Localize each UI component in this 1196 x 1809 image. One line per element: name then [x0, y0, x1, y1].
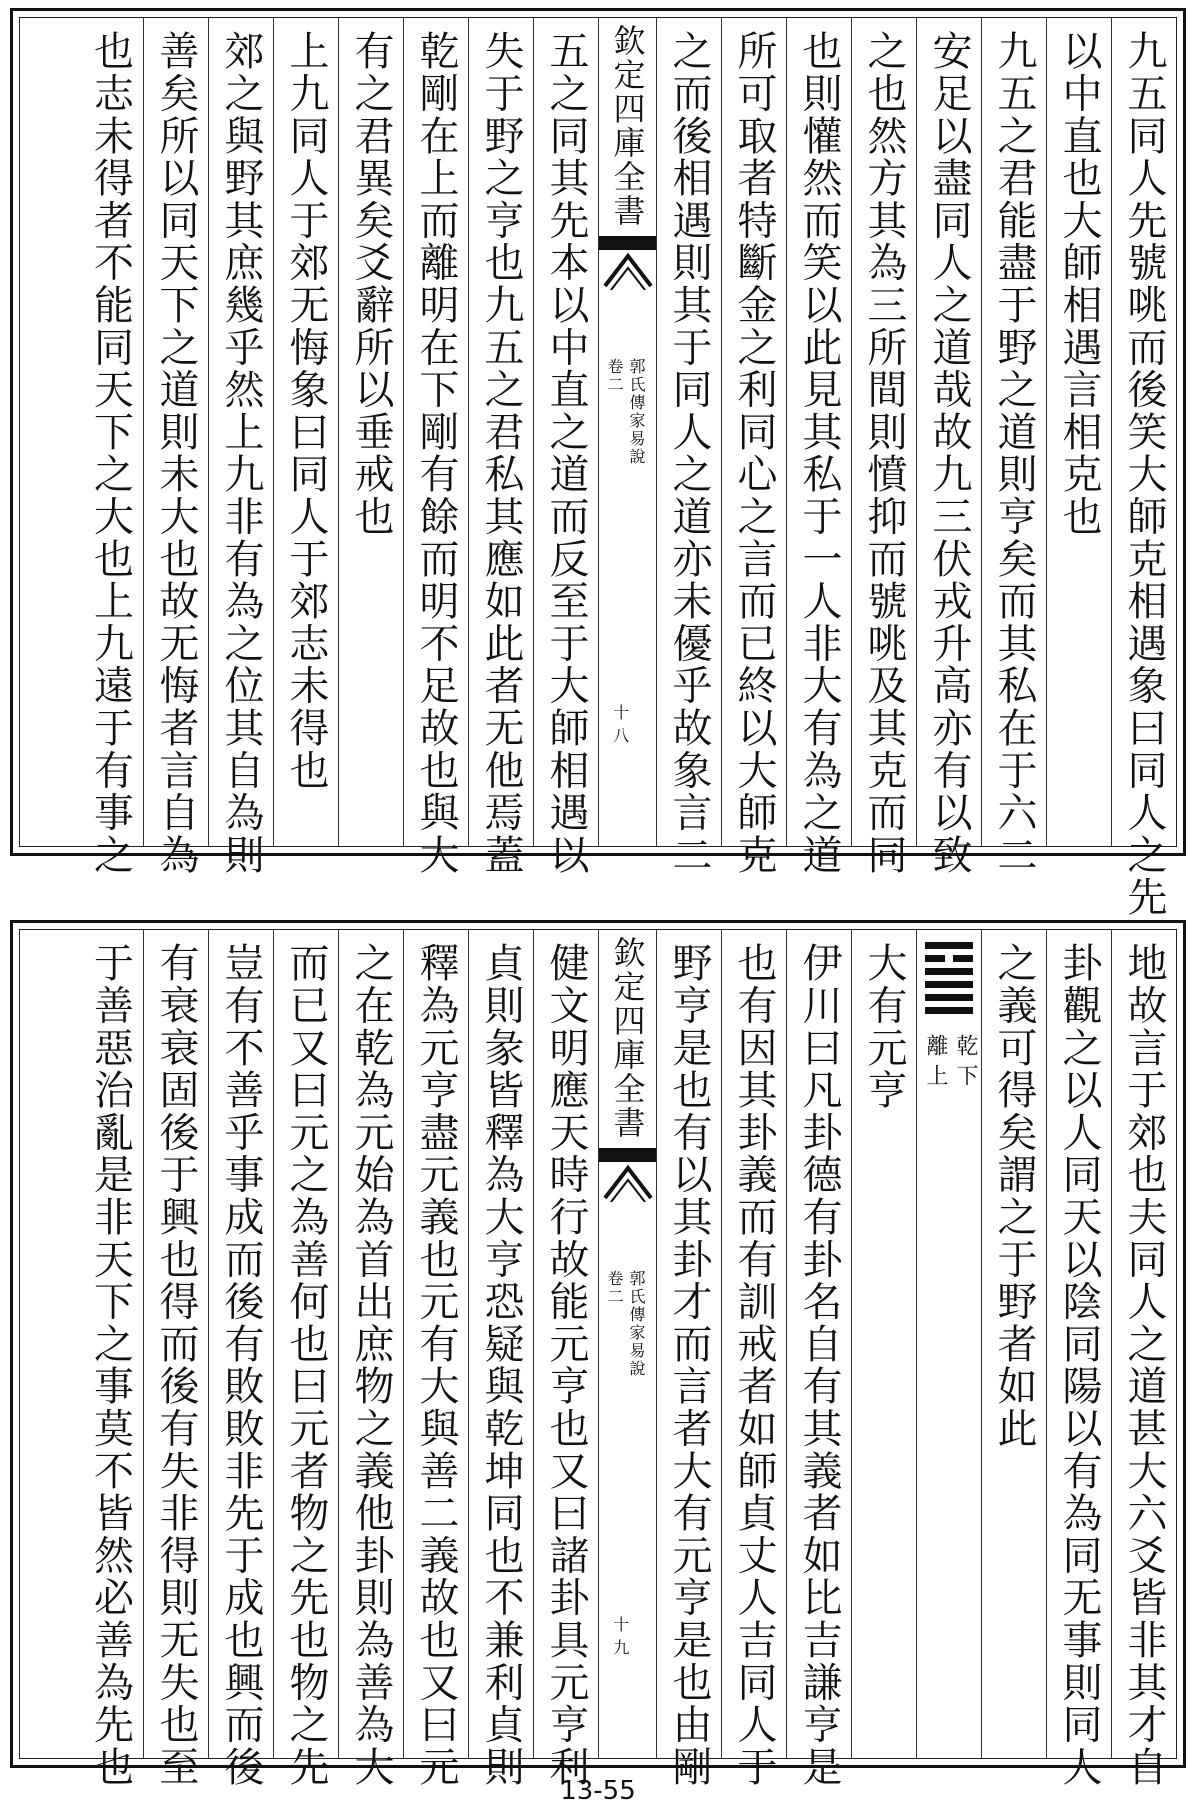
column-text: 伊川曰凡卦德有卦名自有其義者如比吉謙亨是: [796, 942, 842, 1788]
text-column: [338, 930, 403, 1788]
text-column: [1111, 18, 1176, 919]
text-column: [403, 930, 468, 1788]
column-text: 貞則彖皆釋為大亨恐疑與乾坤同也不兼利貞則: [478, 942, 524, 1788]
text-column: [851, 930, 916, 1758]
bottom-leaf: [10, 920, 1186, 1788]
top-leaf: [10, 8, 1186, 919]
column-text: 有之君異矣爻辭所以垂戒也: [348, 30, 394, 538]
trigram-lower-label: 乾下: [953, 1034, 978, 1094]
column-text: 九五之君能盡于野之道則亨矣而其私在于六二: [991, 30, 1037, 876]
text-column: [786, 18, 851, 876]
hexagram-icon: [925, 942, 973, 1020]
text-column: [273, 18, 338, 846]
page-number: 13-55: [560, 1776, 636, 1806]
column-text: 卦觀之以人同天以陰同陽以有為同无事則同人: [1056, 942, 1102, 1788]
column-text: 失于野之亨也九五之君私其應如此者无他焉蓋: [478, 30, 524, 876]
column-text: 之義可得矣謂之于野者如此: [991, 942, 1037, 1450]
text-column: [143, 18, 208, 876]
fish-tail-mark-icon: [603, 250, 653, 290]
hexagram-heading: 大有元亨: [861, 942, 907, 1112]
text-column: [656, 930, 721, 1788]
text-column: [721, 930, 786, 1788]
column-text: 乾剛在上而離明在下剛有餘而明不足故也與大: [413, 30, 459, 876]
fold-book-title: 郭氏傳家易說: [627, 358, 646, 466]
text-column: [143, 930, 208, 1788]
text-column: [721, 18, 786, 876]
text-column: [468, 18, 533, 876]
column-text: 有衰衰固後于興也得而後有失非得則无失也至: [153, 942, 199, 1788]
trigram-column: [916, 930, 981, 1758]
column-text: 也有因其卦義而有訓戒者如師貞丈人吉同人于: [731, 942, 777, 1788]
column-text: 健文明應天時行故能元亨也又曰諸卦具元亨利: [543, 942, 589, 1788]
column-text: 郊之與野其庶幾乎然上九非有為之位其自為則: [218, 30, 264, 876]
center-fold: [598, 930, 656, 1758]
fold-page-number: 十九: [613, 1615, 630, 1657]
fish-tail-mark-icon: [603, 1162, 653, 1202]
fold-title: 欽定四庫全書: [608, 936, 647, 1140]
column-text: 豈有不善乎事成而後有敗敗非先于成也興而後: [218, 942, 264, 1788]
text-column: [981, 930, 1046, 1758]
column-text: 地故言于郊也夫同人之道甚大六爻皆非其才自: [1121, 942, 1167, 1788]
trigram-upper-label: 離上: [923, 1034, 948, 1094]
text-column: [468, 930, 533, 1788]
column-text: 以中直也大師相遇言相克也: [1056, 30, 1102, 538]
text-column: [656, 18, 721, 876]
column-text: 之在乾為元始為首出庶物之義他卦則為善為大: [348, 942, 394, 1788]
text-column: [851, 18, 916, 876]
column-text: 也志未得者不能同天下之大也上九遠于有事之: [87, 30, 134, 876]
column-text: 五之同其先本以中直之道而反至于大師相遇以: [543, 30, 589, 876]
text-column: [916, 18, 981, 876]
top-columns: [20, 18, 1176, 919]
top-frame: [19, 17, 1177, 919]
fold-bar: [599, 1148, 656, 1162]
text-column: [273, 930, 338, 1788]
text-column: [533, 930, 598, 1788]
column-text: 善矣所以同天下之道則未大也故无悔者言自為: [153, 30, 199, 876]
text-column: [1046, 18, 1111, 846]
fold-volume: 卷二: [605, 358, 624, 394]
fold-page-number: 十八: [613, 703, 630, 745]
fold-bar: [599, 236, 656, 250]
column-text: 上九同人于郊无悔象曰同人于郊志未得也: [283, 30, 329, 792]
text-column: [786, 930, 851, 1788]
text-column: [403, 18, 468, 876]
fold-volume: 卷二: [605, 1270, 624, 1306]
text-column: [1046, 930, 1111, 1788]
column-text: 釋為元亨盡元義也元有大與善二義故也又曰元: [413, 942, 459, 1788]
column-text: 于善惡治亂是非天下之事莫不皆然必善為先也: [87, 942, 134, 1788]
column-text: 之而後相遇則其于同人之道亦未優乎故象言二: [666, 30, 712, 876]
column-text: 九五同人先號咷而後笑大師克相遇象曰同人之先: [1121, 30, 1167, 919]
text-column: [78, 18, 143, 876]
text-column: [338, 18, 403, 846]
text-column: [1111, 930, 1176, 1788]
bottom-columns: [20, 930, 1176, 1788]
column-text: 野亨是也有以其卦才而言者大有元亨是也由剛: [666, 942, 712, 1788]
column-text: 安足以盡同人之道哉故九三伏戎升高亦有以致: [926, 30, 972, 876]
column-text: 也則懽然而笑以此見其私于一人非大有為之道: [796, 30, 842, 876]
fold-book-title: 郭氏傳家易說: [627, 1270, 646, 1378]
text-column: [78, 930, 143, 1788]
text-column: [981, 18, 1046, 876]
text-column: [208, 18, 273, 876]
column-text: 而已又曰元之為善何也曰元者物之先也物之先: [283, 942, 329, 1788]
text-column: [208, 930, 273, 1788]
column-text: 所可取者特斷金之利同心之言而已終以大師克: [731, 30, 777, 876]
text-column: [533, 18, 598, 876]
fold-title: 欽定四庫全書: [608, 24, 647, 228]
bottom-frame: [19, 929, 1177, 1788]
center-fold: [598, 18, 656, 846]
column-text: 之也然方其為三所間則憤抑而號咷及其克而同: [861, 30, 907, 876]
